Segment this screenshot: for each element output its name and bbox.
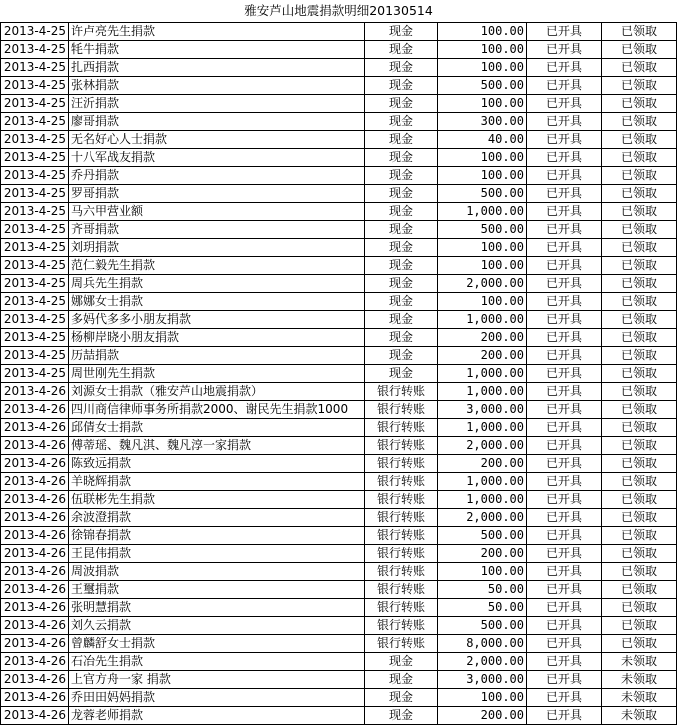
invoice-status-cell[interactable]: 已开具: [527, 59, 602, 77]
date-cell[interactable]: 2013-4-26: [1, 707, 69, 725]
table-row: [1, 77, 677, 95]
date-cell[interactable]: 2013-4-26: [1, 455, 69, 473]
amount-cell[interactable]: 200.00: [438, 545, 527, 563]
amount-cell[interactable]: 100.00: [438, 293, 527, 311]
description-cell[interactable]: 汪沂捐款: [69, 95, 365, 113]
table-row: [1, 653, 677, 671]
receipt-status-cell[interactable]: 已领取: [602, 59, 677, 77]
description-cell[interactable]: 羊晓辉捐款: [69, 473, 365, 491]
invoice-status-cell[interactable]: 已开具: [527, 581, 602, 599]
payment-type-cell[interactable]: 银行转账: [365, 563, 438, 581]
receipt-status-cell[interactable]: 已领取: [602, 203, 677, 221]
amount-cell[interactable]: 1,000.00: [438, 419, 527, 437]
date-cell[interactable]: 2013-4-26: [1, 599, 69, 617]
payment-type-cell[interactable]: 银行转账: [365, 491, 438, 509]
payment-type-cell[interactable]: 现金: [365, 149, 438, 167]
receipt-status-cell[interactable]: 已领取: [602, 491, 677, 509]
date-cell[interactable]: 2013-4-26: [1, 671, 69, 689]
description-cell[interactable]: 十八军战友捐款: [69, 149, 365, 167]
table-row: [1, 203, 677, 221]
receipt-status-cell[interactable]: 未领取: [602, 707, 677, 725]
date-cell[interactable]: 2013-4-26: [1, 689, 69, 707]
invoice-status-cell[interactable]: 已开具: [527, 437, 602, 455]
invoice-status-cell[interactable]: 已开具: [527, 653, 602, 671]
invoice-status-cell[interactable]: 已开具: [527, 329, 602, 347]
table-row: [1, 581, 677, 599]
invoice-status-cell[interactable]: 已开具: [527, 149, 602, 167]
description-cell[interactable]: 石冶先生捐款: [69, 653, 365, 671]
receipt-status-cell[interactable]: 已领取: [602, 347, 677, 365]
amount-cell[interactable]: 50.00: [438, 599, 527, 617]
date-cell[interactable]: 2013-4-25: [1, 221, 69, 239]
date-cell[interactable]: 2013-4-25: [1, 59, 69, 77]
date-cell[interactable]: 2013-4-25: [1, 365, 69, 383]
payment-type-cell[interactable]: 现金: [365, 167, 438, 185]
payment-type-cell[interactable]: 现金: [365, 311, 438, 329]
date-cell[interactable]: 2013-4-25: [1, 347, 69, 365]
date-cell[interactable]: 2013-4-26: [1, 617, 69, 635]
amount-cell[interactable]: 3,000.00: [438, 671, 527, 689]
date-cell[interactable]: 2013-4-26: [1, 545, 69, 563]
invoice-status-cell[interactable]: 已开具: [527, 113, 602, 131]
description-cell[interactable]: 邱倩女士捐款: [69, 419, 365, 437]
invoice-status-cell[interactable]: 已开具: [527, 383, 602, 401]
table-row: [1, 239, 677, 257]
table-row: [1, 365, 677, 383]
amount-cell[interactable]: 1,000.00: [438, 383, 527, 401]
receipt-status-cell[interactable]: 已领取: [602, 581, 677, 599]
amount-cell[interactable]: 100.00: [438, 41, 527, 59]
description-cell[interactable]: 曾麟舒女士捐款: [69, 635, 365, 653]
invoice-status-cell[interactable]: 已开具: [527, 203, 602, 221]
payment-type-cell[interactable]: 银行转账: [365, 545, 438, 563]
payment-type-cell[interactable]: 现金: [365, 23, 438, 41]
amount-cell[interactable]: 100.00: [438, 95, 527, 113]
amount-cell[interactable]: 1,000.00: [438, 491, 527, 509]
receipt-status-cell[interactable]: 已领取: [602, 455, 677, 473]
receipt-status-cell[interactable]: 已领取: [602, 239, 677, 257]
table-row: [1, 23, 677, 41]
invoice-status-cell[interactable]: 已开具: [527, 131, 602, 149]
table-body: [1, 23, 677, 725]
invoice-status-cell[interactable]: 已开具: [527, 41, 602, 59]
date-cell[interactable]: 2013-4-25: [1, 275, 69, 293]
table-row: [1, 509, 677, 527]
description-cell[interactable]: 张林捐款: [69, 77, 365, 95]
payment-type-cell[interactable]: 银行转账: [365, 473, 438, 491]
amount-cell[interactable]: 200.00: [438, 707, 527, 725]
invoice-status-cell[interactable]: 已开具: [527, 221, 602, 239]
description-cell[interactable]: 徐锦春捐款: [69, 527, 365, 545]
receipt-status-cell[interactable]: 未领取: [602, 689, 677, 707]
sheet-title: 雅安芦山地震捐款明细20130514: [244, 3, 433, 18]
amount-cell[interactable]: 200.00: [438, 329, 527, 347]
receipt-status-cell[interactable]: 已领取: [602, 257, 677, 275]
invoice-status-cell[interactable]: 已开具: [527, 491, 602, 509]
payment-type-cell[interactable]: 银行转账: [365, 635, 438, 653]
invoice-status-cell[interactable]: 已开具: [527, 185, 602, 203]
table-row: [1, 527, 677, 545]
payment-type-cell[interactable]: 银行转账: [365, 581, 438, 599]
payment-type-cell[interactable]: 银行转账: [365, 455, 438, 473]
table-row: [1, 275, 677, 293]
invoice-status-cell[interactable]: 已开具: [527, 401, 602, 419]
amount-cell[interactable]: 500.00: [438, 77, 527, 95]
date-cell[interactable]: 2013-4-25: [1, 23, 69, 41]
table-row: [1, 707, 677, 725]
invoice-status-cell[interactable]: 已开具: [527, 95, 602, 113]
description-cell[interactable]: 陈致远捐款: [69, 455, 365, 473]
amount-cell[interactable]: 40.00: [438, 131, 527, 149]
description-cell[interactable]: 傅蒂瑶、魏凡淇、魏凡淳一家捐款: [69, 437, 365, 455]
table-row: [1, 401, 677, 419]
amount-cell[interactable]: 500.00: [438, 221, 527, 239]
receipt-status-cell[interactable]: 已领取: [602, 149, 677, 167]
amount-cell[interactable]: 500.00: [438, 185, 527, 203]
amount-cell[interactable]: 100.00: [438, 689, 527, 707]
date-cell[interactable]: 2013-4-25: [1, 95, 69, 113]
receipt-status-cell[interactable]: 已领取: [602, 95, 677, 113]
invoice-status-cell[interactable]: 已开具: [527, 617, 602, 635]
payment-type-cell[interactable]: 银行转账: [365, 599, 438, 617]
table-row: [1, 95, 677, 113]
date-cell[interactable]: 2013-4-25: [1, 203, 69, 221]
amount-cell[interactable]: 100.00: [438, 59, 527, 77]
date-cell[interactable]: 2013-4-25: [1, 167, 69, 185]
description-cell[interactable]: 杨柳岸晓小朋友捐款: [69, 329, 365, 347]
table-row: [1, 131, 677, 149]
payment-type-cell[interactable]: 银行转账: [365, 509, 438, 527]
receipt-status-cell[interactable]: 已领取: [602, 77, 677, 95]
table-row: [1, 599, 677, 617]
amount-cell[interactable]: 50.00: [438, 581, 527, 599]
amount-cell[interactable]: 2,000.00: [438, 275, 527, 293]
payment-type-cell[interactable]: 现金: [365, 239, 438, 257]
table-row: [1, 545, 677, 563]
payment-type-cell[interactable]: 银行转账: [365, 419, 438, 437]
description-cell[interactable]: 龙蓉老师捐款: [69, 707, 365, 725]
payment-type-cell[interactable]: 现金: [365, 329, 438, 347]
amount-cell[interactable]: 200.00: [438, 455, 527, 473]
payment-type-cell[interactable]: 现金: [365, 653, 438, 671]
invoice-status-cell[interactable]: 已开具: [527, 509, 602, 527]
date-cell[interactable]: 2013-4-26: [1, 509, 69, 527]
description-cell[interactable]: 扎西捐款: [69, 59, 365, 77]
invoice-status-cell[interactable]: 已开具: [527, 293, 602, 311]
invoice-status-cell[interactable]: 已开具: [527, 365, 602, 383]
amount-cell[interactable]: 3,000.00: [438, 401, 527, 419]
description-cell[interactable]: 四川商信律师事务所捐款2000、谢民先生捐款1000: [69, 401, 365, 419]
receipt-status-cell[interactable]: 已领取: [602, 383, 677, 401]
payment-type-cell[interactable]: 银行转账: [365, 401, 438, 419]
invoice-status-cell[interactable]: 已开具: [527, 455, 602, 473]
receipt-status-cell[interactable]: 已领取: [602, 365, 677, 383]
table-row: [1, 221, 677, 239]
date-cell[interactable]: 2013-4-25: [1, 113, 69, 131]
description-cell[interactable]: 罗哥捐款: [69, 185, 365, 203]
amount-cell[interactable]: 100.00: [438, 167, 527, 185]
payment-type-cell[interactable]: 现金: [365, 131, 438, 149]
table-row: [1, 185, 677, 203]
receipt-status-cell[interactable]: 已领取: [602, 131, 677, 149]
receipt-status-cell[interactable]: 已领取: [602, 599, 677, 617]
receipt-status-cell[interactable]: 未领取: [602, 653, 677, 671]
payment-type-cell[interactable]: 现金: [365, 707, 438, 725]
table-row: [1, 293, 677, 311]
receipt-status-cell[interactable]: 已领取: [602, 473, 677, 491]
amount-cell[interactable]: 1,000.00: [438, 311, 527, 329]
invoice-status-cell[interactable]: 已开具: [527, 563, 602, 581]
table-row: [1, 419, 677, 437]
receipt-status-cell[interactable]: 已领取: [602, 329, 677, 347]
payment-type-cell[interactable]: 现金: [365, 347, 438, 365]
date-cell[interactable]: 2013-4-26: [1, 635, 69, 653]
receipt-status-cell[interactable]: 已领取: [602, 635, 677, 653]
receipt-status-cell[interactable]: 已领取: [602, 185, 677, 203]
date-cell[interactable]: 2013-4-26: [1, 563, 69, 581]
description-cell[interactable]: 廖哥捐款: [69, 113, 365, 131]
table-row: [1, 617, 677, 635]
payment-type-cell[interactable]: 现金: [365, 113, 438, 131]
description-cell[interactable]: 伍联彬先生捐款: [69, 491, 365, 509]
invoice-status-cell[interactable]: 已开具: [527, 707, 602, 725]
date-cell[interactable]: 2013-4-25: [1, 149, 69, 167]
receipt-status-cell[interactable]: 已领取: [602, 311, 677, 329]
description-cell[interactable]: 多妈代多多小朋友捐款: [69, 311, 365, 329]
table-row: [1, 671, 677, 689]
payment-type-cell[interactable]: 现金: [365, 221, 438, 239]
payment-type-cell[interactable]: 银行转账: [365, 527, 438, 545]
date-cell[interactable]: 2013-4-25: [1, 329, 69, 347]
payment-type-cell[interactable]: 现金: [365, 203, 438, 221]
invoice-status-cell[interactable]: 已开具: [527, 419, 602, 437]
amount-cell[interactable]: 100.00: [438, 149, 527, 167]
date-cell[interactable]: 2013-4-25: [1, 77, 69, 95]
payment-type-cell[interactable]: 银行转账: [365, 383, 438, 401]
amount-cell[interactable]: 100.00: [438, 23, 527, 41]
amount-cell[interactable]: 2,000.00: [438, 437, 527, 455]
amount-cell[interactable]: 200.00: [438, 347, 527, 365]
date-cell[interactable]: 2013-4-25: [1, 257, 69, 275]
description-cell[interactable]: 周世刚先生捐款: [69, 365, 365, 383]
payment-type-cell[interactable]: 现金: [365, 365, 438, 383]
date-cell[interactable]: 2013-4-26: [1, 527, 69, 545]
table-row: [1, 41, 677, 59]
table-row: [1, 347, 677, 365]
amount-cell[interactable]: 2,000.00: [438, 653, 527, 671]
receipt-status-cell[interactable]: 已领取: [602, 41, 677, 59]
payment-type-cell[interactable]: 现金: [365, 275, 438, 293]
description-cell[interactable]: 张明慧捐款: [69, 599, 365, 617]
payment-type-cell[interactable]: 现金: [365, 689, 438, 707]
description-cell[interactable]: 乔田田妈妈捐款: [69, 689, 365, 707]
receipt-status-cell[interactable]: 已领取: [602, 545, 677, 563]
amount-cell[interactable]: 500.00: [438, 527, 527, 545]
amount-cell[interactable]: 500.00: [438, 617, 527, 635]
description-cell[interactable]: 余波澄捐款: [69, 509, 365, 527]
description-cell[interactable]: 周波捐款: [69, 563, 365, 581]
amount-cell[interactable]: 1,000.00: [438, 203, 527, 221]
payment-type-cell[interactable]: 银行转账: [365, 437, 438, 455]
table-row: [1, 437, 677, 455]
receipt-status-cell[interactable]: 未领取: [602, 671, 677, 689]
date-cell[interactable]: 2013-4-26: [1, 437, 69, 455]
receipt-status-cell[interactable]: 已领取: [602, 167, 677, 185]
table-row: [1, 149, 677, 167]
invoice-status-cell[interactable]: 已开具: [527, 311, 602, 329]
description-cell[interactable]: 刘源女士捐款（雅安芦山地震捐款）: [69, 383, 365, 401]
date-cell[interactable]: 2013-4-26: [1, 401, 69, 419]
table-row: [1, 635, 677, 653]
table-row: [1, 257, 677, 275]
donation-table: [0, 22, 677, 725]
amount-cell[interactable]: 1,000.00: [438, 365, 527, 383]
invoice-status-cell[interactable]: 已开具: [527, 473, 602, 491]
payment-type-cell[interactable]: 现金: [365, 185, 438, 203]
table-row: [1, 167, 677, 185]
invoice-status-cell[interactable]: 已开具: [527, 599, 602, 617]
payment-type-cell[interactable]: 现金: [365, 77, 438, 95]
description-cell[interactable]: 无名好心人士捐款: [69, 131, 365, 149]
table-row: [1, 383, 677, 401]
receipt-status-cell[interactable]: 已领取: [602, 419, 677, 437]
amount-cell[interactable]: 2,000.00: [438, 509, 527, 527]
date-cell[interactable]: 2013-4-26: [1, 419, 69, 437]
invoice-status-cell[interactable]: 已开具: [527, 545, 602, 563]
table-row: [1, 563, 677, 581]
receipt-status-cell[interactable]: 已领取: [602, 221, 677, 239]
payment-type-cell[interactable]: 现金: [365, 257, 438, 275]
description-cell[interactable]: 牦牛捐款: [69, 41, 365, 59]
receipt-status-cell[interactable]: 已领取: [602, 113, 677, 131]
payment-type-cell[interactable]: 现金: [365, 59, 438, 77]
description-cell[interactable]: 上官方舟一家 捐款: [69, 671, 365, 689]
date-cell[interactable]: 2013-4-26: [1, 473, 69, 491]
payment-type-cell[interactable]: 现金: [365, 293, 438, 311]
receipt-status-cell[interactable]: 已领取: [602, 563, 677, 581]
description-cell[interactable]: 王璽捐款: [69, 581, 365, 599]
invoice-status-cell[interactable]: 已开具: [527, 689, 602, 707]
amount-cell[interactable]: 100.00: [438, 257, 527, 275]
date-cell[interactable]: 2013-4-26: [1, 653, 69, 671]
description-cell[interactable]: 齐哥捐款: [69, 221, 365, 239]
table-row: [1, 113, 677, 131]
amount-cell[interactable]: 100.00: [438, 563, 527, 581]
table-row: [1, 311, 677, 329]
invoice-status-cell[interactable]: 已开具: [527, 77, 602, 95]
description-cell[interactable]: 娜娜女士捐款: [69, 293, 365, 311]
description-cell[interactable]: 范仁毅先生捐款: [69, 257, 365, 275]
description-cell[interactable]: 许卢亮先生捐款: [69, 23, 365, 41]
table-row: [1, 689, 677, 707]
table-row: [1, 59, 677, 77]
payment-type-cell[interactable]: 银行转账: [365, 617, 438, 635]
receipt-status-cell[interactable]: 已领取: [602, 401, 677, 419]
date-cell[interactable]: 2013-4-26: [1, 383, 69, 401]
date-cell[interactable]: 2013-4-25: [1, 41, 69, 59]
receipt-status-cell[interactable]: 已领取: [602, 617, 677, 635]
table-row: [1, 455, 677, 473]
date-cell[interactable]: 2013-4-26: [1, 581, 69, 599]
receipt-status-cell[interactable]: 已领取: [602, 293, 677, 311]
receipt-status-cell[interactable]: 已领取: [602, 509, 677, 527]
payment-type-cell[interactable]: 现金: [365, 95, 438, 113]
payment-type-cell[interactable]: 现金: [365, 671, 438, 689]
invoice-status-cell[interactable]: 已开具: [527, 23, 602, 41]
invoice-status-cell[interactable]: 已开具: [527, 347, 602, 365]
date-cell[interactable]: 2013-4-25: [1, 185, 69, 203]
table-row: [1, 491, 677, 509]
table-row: [1, 473, 677, 491]
description-cell[interactable]: 刘玥捐款: [69, 239, 365, 257]
amount-cell[interactable]: 8,000.00: [438, 635, 527, 653]
invoice-status-cell[interactable]: 已开具: [527, 671, 602, 689]
invoice-status-cell[interactable]: 已开具: [527, 239, 602, 257]
payment-type-cell[interactable]: 现金: [365, 41, 438, 59]
invoice-status-cell[interactable]: 已开具: [527, 275, 602, 293]
invoice-status-cell[interactable]: 已开具: [527, 257, 602, 275]
receipt-status-cell[interactable]: 已领取: [602, 275, 677, 293]
receipt-status-cell[interactable]: 已领取: [602, 23, 677, 41]
date-cell[interactable]: 2013-4-25: [1, 131, 69, 149]
date-cell[interactable]: 2013-4-25: [1, 311, 69, 329]
date-cell[interactable]: 2013-4-26: [1, 491, 69, 509]
invoice-status-cell[interactable]: 已开具: [527, 167, 602, 185]
description-cell[interactable]: 乔丹捐款: [69, 167, 365, 185]
description-cell[interactable]: 刘久云捐款: [69, 617, 365, 635]
date-cell[interactable]: 2013-4-25: [1, 239, 69, 257]
amount-cell[interactable]: 100.00: [438, 239, 527, 257]
description-cell[interactable]: 历喆捐款: [69, 347, 365, 365]
date-cell[interactable]: 2013-4-25: [1, 293, 69, 311]
invoice-status-cell[interactable]: 已开具: [527, 635, 602, 653]
description-cell[interactable]: 马六甲营业额: [69, 203, 365, 221]
receipt-status-cell[interactable]: 已领取: [602, 437, 677, 455]
description-cell[interactable]: 周兵先生捐款: [69, 275, 365, 293]
invoice-status-cell[interactable]: 已开具: [527, 527, 602, 545]
amount-cell[interactable]: 1,000.00: [438, 473, 527, 491]
receipt-status-cell[interactable]: 已领取: [602, 527, 677, 545]
amount-cell[interactable]: 300.00: [438, 113, 527, 131]
description-cell[interactable]: 王昆伟捐款: [69, 545, 365, 563]
table-row: [1, 329, 677, 347]
